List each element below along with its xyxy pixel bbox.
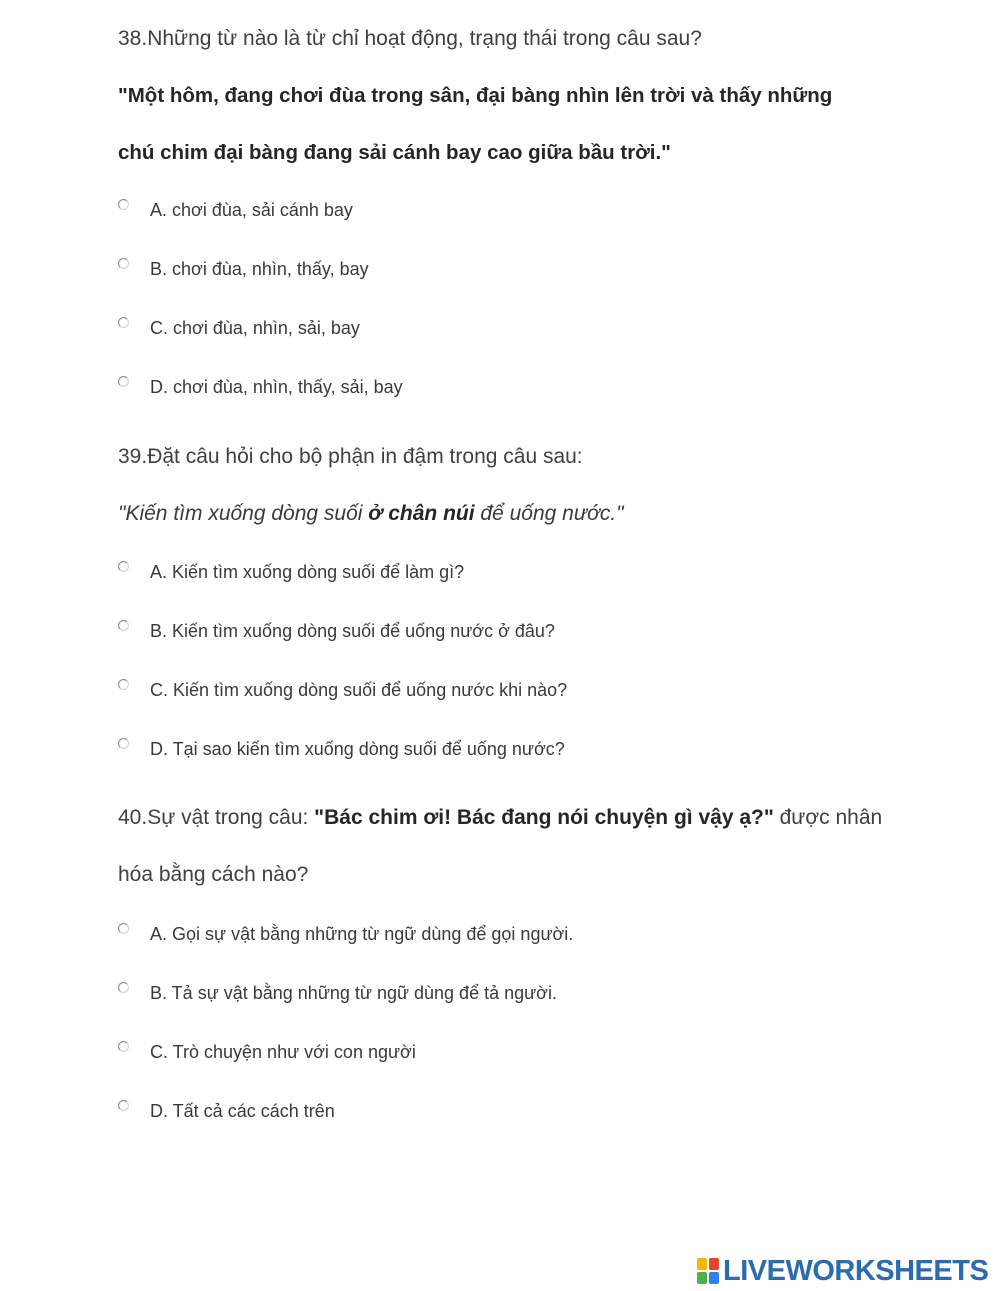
question-38 bbox=[118, 10, 978, 181]
option-label: D. chơi đùa, nhìn, thấy, sải, bay bbox=[150, 377, 403, 397]
option-label: D. Tất cả các cách trên bbox=[150, 1101, 335, 1121]
radio-button[interactable] bbox=[118, 199, 129, 210]
radio-button[interactable] bbox=[118, 258, 129, 269]
radio-button[interactable] bbox=[118, 679, 129, 690]
radio-button[interactable] bbox=[118, 1100, 129, 1111]
radio-button[interactable] bbox=[118, 620, 129, 631]
question-39-quote bbox=[118, 485, 978, 542]
quote-before: "Kiến tìm xuống dòng suối bbox=[118, 502, 369, 525]
radio-button[interactable] bbox=[118, 561, 129, 572]
question-38-quote-line1: "Một hôm, đang chơi đùa trong sân, đại bàng nhìn lên trời và thấy những bbox=[118, 84, 833, 107]
stem-bold-quote: "Bác chim ơi! Bác đang nói chuyện gì vậy ạ?" bbox=[314, 806, 774, 829]
question-40-stem-line2: hóa bằng cách nào? bbox=[118, 863, 309, 886]
liveworksheets-logo bbox=[697, 1256, 988, 1286]
radio-button[interactable] bbox=[118, 376, 129, 387]
quote-bold-part: ở chân núi bbox=[368, 502, 475, 525]
question-38-stem: 38.Những từ nào là từ chỉ hoạt động, trạng thái trong câu sau? bbox=[118, 27, 702, 50]
radio-button[interactable] bbox=[118, 317, 129, 328]
question-40-stem bbox=[118, 789, 978, 846]
option-label: B. Tả sự vật bằng những từ ngữ dùng để tả người. bbox=[150, 983, 557, 1003]
option-label: A. Gọi sự vật bằng những từ ngữ dùng để gọi người. bbox=[150, 924, 574, 944]
radio-button[interactable] bbox=[118, 982, 129, 993]
logo-mark-icon bbox=[697, 1258, 720, 1284]
option-label: C. Trò chuyện như với con người bbox=[150, 1042, 416, 1062]
stem-after: được nhân bbox=[773, 806, 883, 829]
option-label: C. chơi đùa, nhìn, sải, bay bbox=[150, 318, 360, 338]
question-40 bbox=[118, 789, 978, 903]
option-label: C. Kiến tìm xuống dòng suối để uống nước khi nào? bbox=[150, 680, 568, 700]
question-38-quote-line2: chú chim đại bàng đang sải cánh bay cao giữa bầu trời." bbox=[118, 141, 671, 164]
option-label: A. Kiến tìm xuống dòng suối để làm gì? bbox=[150, 562, 465, 582]
option-label: D. Tại sao kiến tìm xuống dòng suối để uống nước? bbox=[150, 739, 565, 759]
radio-button[interactable] bbox=[118, 738, 129, 749]
option-label: B. chơi đùa, nhìn, thấy, bay bbox=[150, 259, 369, 279]
question-39 bbox=[118, 428, 978, 542]
question-39-stem: 39.Đặt câu hỏi cho bộ phận in đậm trong câu sau: bbox=[118, 445, 583, 468]
stem-before: 40.Sự vật trong câu: bbox=[118, 806, 315, 829]
radio-button[interactable] bbox=[118, 1041, 129, 1052]
quote-after: để uống nước." bbox=[474, 502, 624, 525]
radio-button[interactable] bbox=[118, 923, 129, 934]
option-label: B. Kiến tìm xuống dòng suối để uống nước ở đâu? bbox=[150, 621, 555, 641]
logo-text: LIVEWORKSHEETS bbox=[723, 1254, 989, 1287]
option-label: A. chơi đùa, sải cánh bay bbox=[150, 200, 353, 220]
